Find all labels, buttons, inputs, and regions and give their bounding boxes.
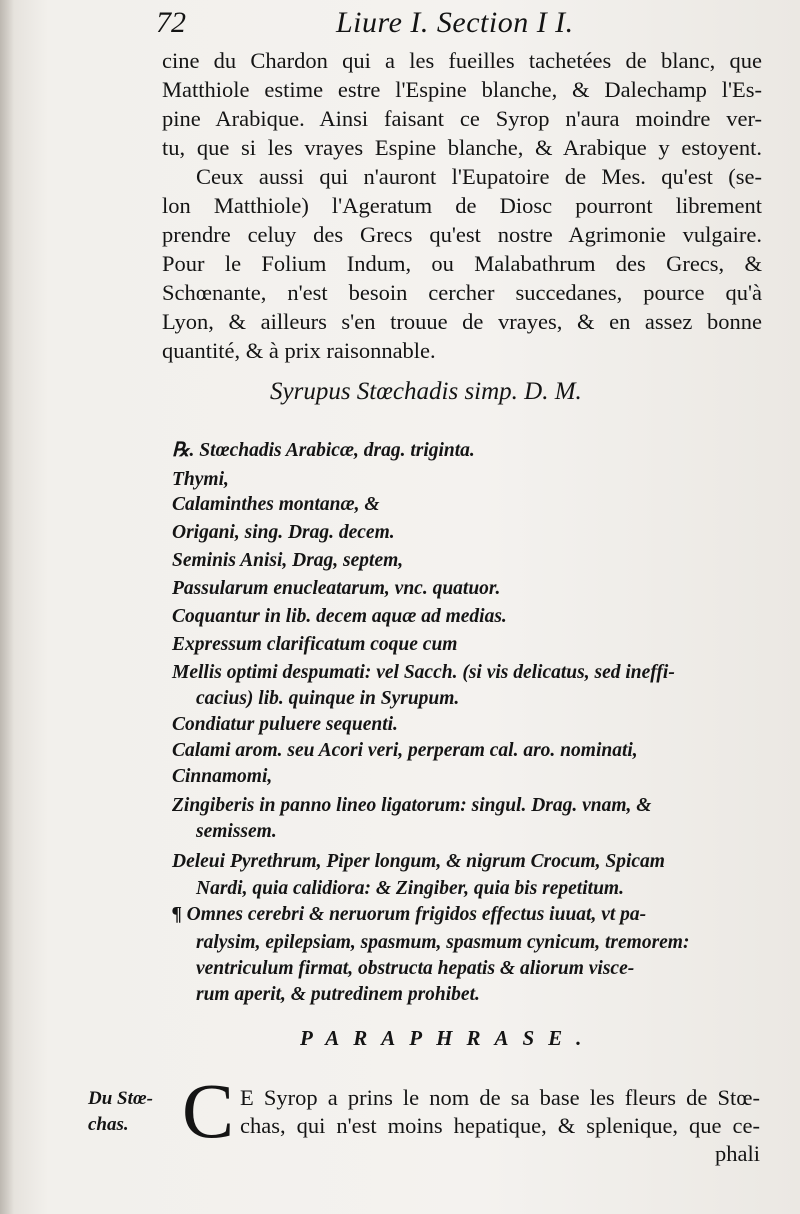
recipe-line: Seminis Anisi, Drag, septem, xyxy=(172,550,404,571)
margin-note-line: Du Stœ- xyxy=(88,1088,153,1109)
running-title: Liure I. Section I I. xyxy=(336,6,574,39)
paraphrase-line: E Syrop a prins le nom de sa base les fleurs de Stœ- xyxy=(240,1085,760,1110)
recipe-line: Origani, sing. Drag. decem. xyxy=(172,522,395,543)
recipe-line: Condiatur puluere sequenti. xyxy=(172,714,398,735)
recipe-line: Calami arom. seu Acori veri, perperam cal. aro. nominati, xyxy=(172,740,638,761)
body-line: Ceux aussi qui n'auront l'Eupatoire de Mes. qu'est (se- xyxy=(196,164,762,189)
recipe-line: Cinnamomi, xyxy=(172,766,273,787)
page-number: 72 xyxy=(156,6,186,39)
body-line: quantité, & à prix raisonnable. xyxy=(162,338,436,363)
paraphrase-line: phali xyxy=(715,1141,760,1166)
recipe-line: ralysim, epilepsiam, spasmum, spasmum cynicum, tremorem: xyxy=(196,932,690,953)
recipe-line: semissem. xyxy=(196,821,277,842)
body-line: Schœnante, n'est besoin cercher succedanes, pource qu'à xyxy=(162,280,762,305)
recipe-line: rum aperit, & putredinem prohibet. xyxy=(196,984,480,1005)
body-line: Matthiole estime estre l'Espine blanche, & Dalechamp l'Es- xyxy=(162,77,762,102)
body-line: tu, que si les vrayes Espine blanche, & Arabique y estoyent. xyxy=(162,135,762,160)
recipe-line: Thymi, xyxy=(172,469,229,490)
gutter-shadow xyxy=(0,0,14,1214)
recipe-line: ℞. Stœchadis Arabicæ, drag. triginta. xyxy=(172,440,475,461)
drop-cap: C xyxy=(182,1067,235,1154)
recipe-line: ventriculum firmat, obstructa hepatis & aliorum visce- xyxy=(196,958,635,979)
recipe-line: ¶ Omnes cerebri & neruorum frigidos effectus iuuat, vt pa- xyxy=(172,904,647,925)
recipe-line: Coquantur in lib. decem aquæ ad medias. xyxy=(172,606,507,627)
page-header xyxy=(156,6,756,46)
recipe-line: Expressum clarificatum coque cum xyxy=(172,634,458,655)
recipe-line: Nardi, quia calidiora: & Zingiber, quia bis repetitum. xyxy=(196,878,624,899)
recipe-line: Passularum enucleatarum, vnc. quatuor. xyxy=(172,578,501,599)
body-line: Lyon, & ailleurs s'en trouue de vrayes, & en assez bonne xyxy=(162,309,762,334)
recipe-line: Deleui Pyrethrum, Piper longum, & nigrum Crocum, Spicam xyxy=(172,851,665,872)
recipe-title: Syrupus Stœchadis simp. D. M. xyxy=(270,378,582,405)
body-line: Pour le Folium Indum, ou Malabathrum des Grecs, & xyxy=(162,251,762,276)
recipe-line: Mellis optimi despumati: vel Sacch. (si vis delicatus, sed ineffi- xyxy=(172,662,675,683)
paraphrase-line: chas, qui n'est moins hepatique, & splenique, que ce- xyxy=(240,1113,760,1138)
recipe-line: Zingiberis in panno lineo ligatorum: singul. Drag. vnam, & xyxy=(172,795,652,816)
paraphrase-heading: PARAPHRASE. xyxy=(300,1026,596,1050)
body-line: prendre celuy des Grecs qu'est nostre Agrimonie vulgaire. xyxy=(162,222,762,247)
recipe-line: cacius) lib. quinque in Syrupum. xyxy=(196,688,460,709)
body-line: pine Arabique. Ainsi faisant ce Syrop n'aura moindre ver- xyxy=(162,106,762,131)
margin-note-line: chas. xyxy=(88,1114,129,1135)
body-line: lon Matthiole) l'Ageratum de Diosc pourront librement xyxy=(162,193,762,218)
body-line: cine du Chardon qui a les fueilles tachetées de blanc, que xyxy=(162,48,762,73)
recipe-line: Calaminthes montanæ, & xyxy=(172,494,380,515)
